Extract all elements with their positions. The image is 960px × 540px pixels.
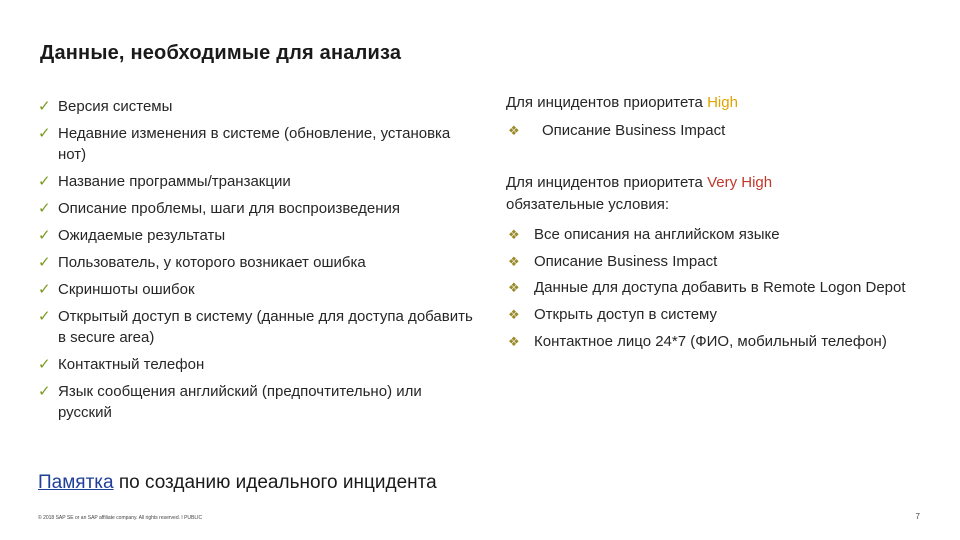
check-icon: ✓ [38,254,51,271]
list-item [38,123,478,165]
list-item [38,306,478,348]
diamond-bullet-icon: ❖ [508,123,520,138]
list-item-text: Описание Business Impact [534,253,718,270]
list-item-text: Недавние изменения в системе (обновление, установка нот) [58,125,451,163]
check-icon: ✓ [38,227,51,244]
diamond-bullet-icon: ❖ [508,307,520,322]
list-item [506,304,936,325]
list-item [38,96,478,117]
priority-requirements [506,92,936,352]
list-item [38,252,478,273]
list-item [506,331,936,352]
incident-guide-line [38,472,437,494]
priority-very-high-label: Very High [707,174,773,191]
list-item-text: Версия системы [58,98,173,115]
incident-guide-link[interactable]: Памятка [38,472,114,493]
list-item [506,277,936,298]
list-item [38,225,478,246]
required-data-list [38,92,478,429]
check-icon: ✓ [38,98,51,115]
check-icon: ✓ [38,125,51,142]
page-number: 7 [915,512,920,521]
list-item [38,354,478,375]
heading-prefix: Для инцидентов приоритета [506,94,703,111]
list-item-text: Скриншоты ошибок [58,281,195,298]
priority-high-label: High [707,94,738,111]
diamond-bullet-icon: ❖ [508,254,520,269]
list-item-text: Название программы/транзакции [58,173,291,190]
list-item-text: Открытый доступ в систему (данные для доступа добавить в secure area) [58,308,473,346]
high-priority-heading [506,92,936,114]
heading-prefix: Для инцидентов приоритета [506,174,703,191]
list-item-text: Открыть доступ в систему [534,306,718,323]
slide-title: Данные, необходимые для анализа [40,42,402,64]
list-item-text: Данные для доступа добавить в Remote Logon Depot [534,279,906,296]
check-icon: ✓ [38,200,51,217]
diamond-bullet-icon: ❖ [508,227,520,242]
list-item-text: Все описания на английском языке [534,226,780,243]
list-item [506,251,936,272]
list-item-text: Описание проблемы, шаги для воспроизведения [58,200,401,217]
list-item-text: Контактный телефон [58,356,205,373]
check-icon: ✓ [38,173,51,190]
list-item [38,198,478,219]
copyright-footer: © 2018 SAP SE or an SAP affiliate company. All rights reserved. ǀ PUBLIC [38,515,203,521]
check-icon: ✓ [38,383,51,400]
list-item-text: Контактное лицо 24*7 (ФИО, мобильный телефон) [534,333,887,350]
list-item [506,224,936,245]
check-icon: ✓ [38,308,51,325]
diamond-bullet-icon: ❖ [508,334,520,349]
list-item [38,381,478,423]
list-item-text: Ожидаемые результаты [58,227,226,244]
incident-guide-text: по созданию идеального инцидента [118,472,437,493]
list-item [38,171,478,192]
diamond-bullet-icon: ❖ [508,280,520,295]
list-item-text: Язык сообщения английский (предпочтительно) или русский [58,383,422,421]
list-item [506,120,936,141]
list-item [38,279,478,300]
list-item-text: Описание Business Impact [542,122,726,139]
heading-suffix: обязательные условия: [506,196,670,213]
very-high-priority-heading [506,172,936,216]
list-item-text: Пользователь, у которого возникает ошибка [58,254,366,271]
check-icon: ✓ [38,356,51,373]
check-icon: ✓ [38,281,51,298]
